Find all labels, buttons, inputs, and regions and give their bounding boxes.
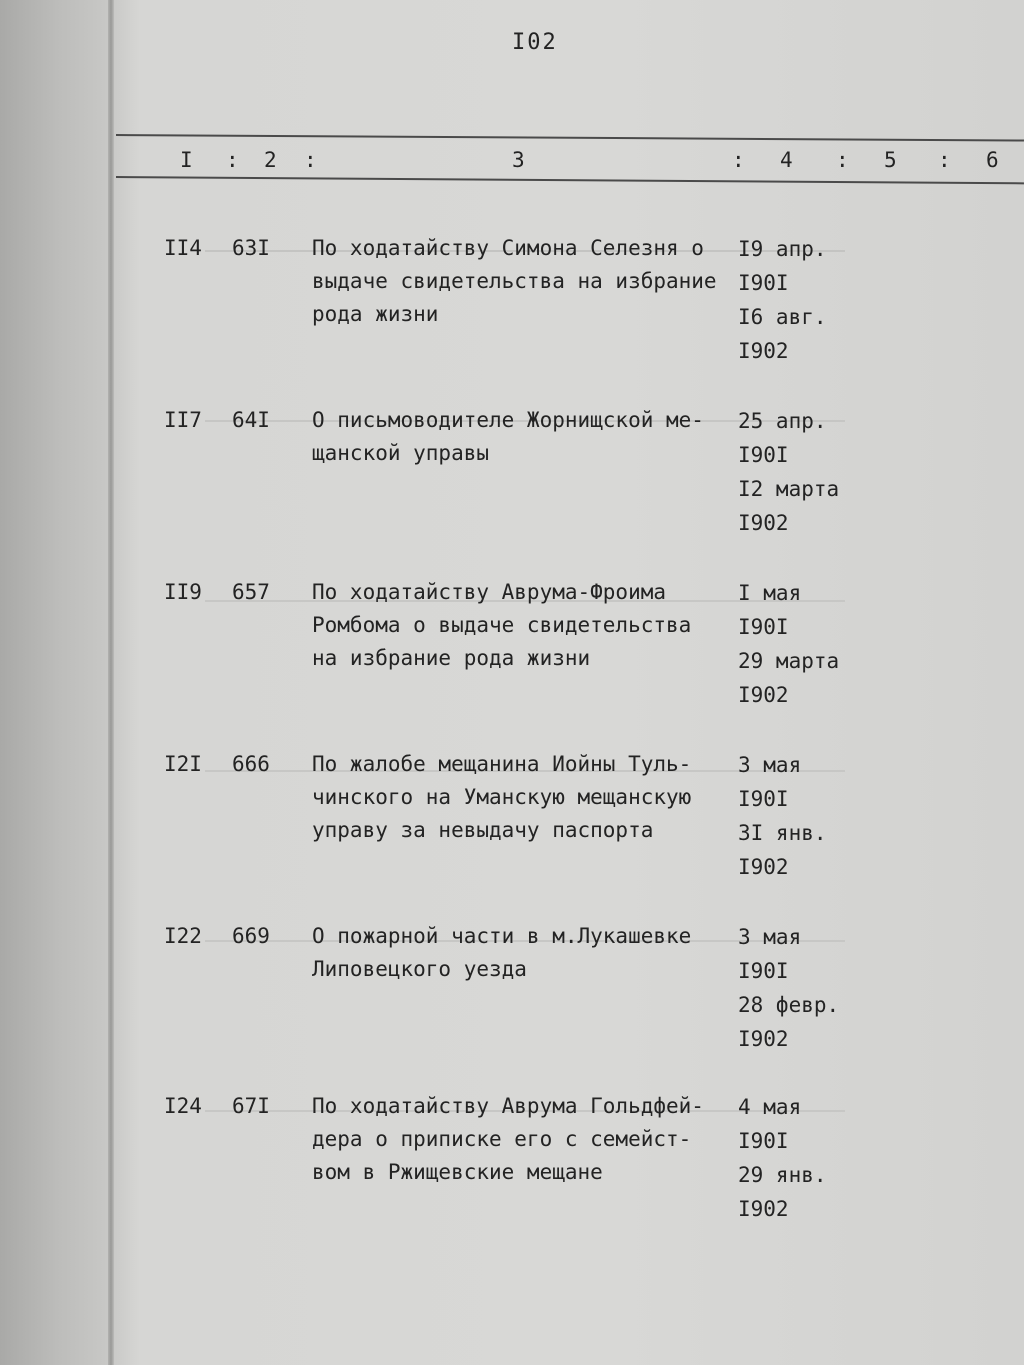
- end-date: I6 авг.: [738, 305, 827, 329]
- end-year: I902: [738, 511, 789, 535]
- start-date: 3 мая: [738, 925, 802, 949]
- start-date: 4 мая: [738, 1095, 802, 1119]
- column-header-3: 3: [512, 148, 525, 172]
- case-title-line: управу за невыдачу паспорта: [312, 818, 654, 842]
- end-year: I902: [738, 339, 789, 363]
- case-dates: [738, 1090, 868, 1226]
- case-title-line: По жалобе мещанина Иойны Туль-: [312, 752, 692, 776]
- case-number: 666: [232, 752, 270, 776]
- start-date: 25 апр.: [738, 409, 827, 433]
- case-title: [312, 920, 737, 986]
- case-title: [312, 748, 737, 847]
- end-year: I902: [738, 855, 789, 879]
- item-number: II4: [164, 236, 202, 260]
- end-date: 3I янв.: [738, 821, 827, 845]
- case-title-line: По ходатайству Симона Селезня о: [312, 236, 704, 260]
- case-title-line: По ходатайству Аврума Гольдфей-: [312, 1094, 704, 1118]
- column-header-6: 6: [986, 148, 999, 172]
- case-title-line: щанской управы: [312, 441, 490, 465]
- case-title-line: Ромбома о выдаче свидетельства: [312, 613, 692, 637]
- case-title-line: О письмоводителе Жорнищской ме-: [312, 408, 704, 432]
- item-number: II9: [164, 580, 202, 604]
- column-header-4: 4: [780, 148, 793, 172]
- item-number: I22: [164, 924, 202, 948]
- case-title-line: чинского на Уманскую мещанскую: [312, 785, 692, 809]
- end-date: 29 марта: [738, 649, 840, 673]
- case-title-line: О пожарной части в м.Лукашевке: [312, 924, 692, 948]
- case-dates: [738, 748, 868, 884]
- case-title-line: на избрание рода жизни: [312, 646, 591, 670]
- case-number: 67I: [232, 1094, 270, 1118]
- column-separator: :: [226, 148, 239, 172]
- page-number: I02: [512, 30, 558, 55]
- end-year: I902: [738, 1027, 789, 1051]
- start-year: I90I: [738, 959, 789, 983]
- item-number: I24: [164, 1094, 202, 1118]
- start-date: I мая: [738, 581, 802, 605]
- case-title: [312, 1090, 737, 1189]
- case-number: 64I: [232, 408, 270, 432]
- item-number: II7: [164, 408, 202, 432]
- case-number: 657: [232, 580, 270, 604]
- page-spine: [108, 0, 114, 1365]
- end-year: I902: [738, 683, 789, 707]
- case-title-line: выдаче свидетельства на избрание: [312, 269, 717, 293]
- column-separator: :: [732, 148, 745, 172]
- start-year: I90I: [738, 443, 789, 467]
- case-title-line: Липовецкого уезда: [312, 957, 527, 981]
- column-header-1: I: [180, 148, 193, 172]
- case-title-line: рода жизни: [312, 302, 439, 326]
- column-separator: :: [304, 148, 317, 172]
- column-separator: :: [938, 148, 951, 172]
- case-dates: [738, 576, 868, 712]
- column-separator: :: [836, 148, 849, 172]
- start-year: I90I: [738, 615, 789, 639]
- case-title-line: дера о приписке его с семейст-: [312, 1127, 692, 1151]
- case-number: 669: [232, 924, 270, 948]
- end-date: 28 февр.: [738, 993, 840, 1017]
- start-date: 3 мая: [738, 753, 802, 777]
- case-dates: [738, 404, 868, 540]
- end-date: 29 янв.: [738, 1163, 827, 1187]
- end-year: I902: [738, 1197, 789, 1221]
- start-year: I90I: [738, 1129, 789, 1153]
- start-year: I90I: [738, 787, 789, 811]
- case-title-line: По ходатайству Аврума-Фроима: [312, 580, 667, 604]
- case-title: [312, 232, 737, 331]
- case-dates: [738, 920, 868, 1056]
- end-date: I2 марта: [738, 477, 840, 501]
- header-rule-top: [116, 134, 1024, 142]
- case-title: [312, 576, 737, 675]
- start-date: I9 апр.: [738, 237, 827, 261]
- column-header-5: 5: [884, 148, 897, 172]
- column-header-2: 2: [264, 148, 277, 172]
- item-number: I2I: [164, 752, 202, 776]
- start-year: I90I: [738, 271, 789, 295]
- case-dates: [738, 232, 868, 368]
- case-title-line: вом в Ржищевские мещане: [312, 1160, 603, 1184]
- case-title: [312, 404, 737, 470]
- case-number: 63I: [232, 236, 270, 260]
